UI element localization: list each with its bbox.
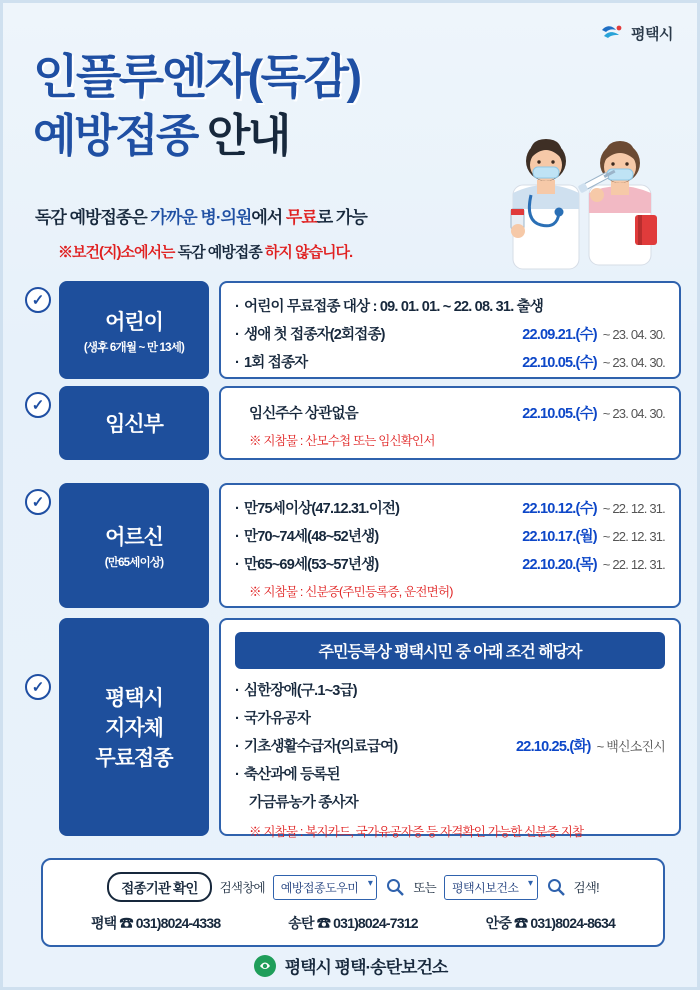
bullet: · — [235, 711, 240, 727]
category-children-label: 어린이 — [105, 310, 163, 334]
list-item — [235, 525, 665, 546]
subtitle-highlight: 가까운 병·의원 — [150, 208, 252, 227]
search-input-2[interactable]: 평택시보건소 ▾ — [444, 875, 538, 900]
search-suffix: 검색! — [573, 881, 599, 895]
item-until: ~ 22. 12. 31. — [602, 501, 665, 516]
search-row — [57, 872, 649, 902]
footer-box — [41, 858, 665, 947]
item-date: 22.09.21.(수) — [522, 327, 597, 343]
item-until: ~ 23. 04. 30. — [602, 355, 665, 370]
item-label: 만65~69세 — [244, 557, 308, 573]
category-city-line2: 지자체 — [105, 717, 163, 740]
item-until: ~ 22. 12. 31. — [602, 557, 665, 572]
health-center-logo-icon — [253, 954, 277, 978]
item-sublabel: (2회접종) — [329, 327, 385, 343]
org-name: 평택시 평택·송탄보건소 — [284, 958, 448, 977]
bullet: · — [235, 529, 240, 545]
warning-ast: ※보건(지)소에서는 — [58, 244, 178, 261]
note: ※ 지참물 : 복지카드, 국가유공자증 등 자격확인 가능한 신분증 지참 — [249, 825, 584, 839]
search-input-1[interactable]: 예방접종도우미 ▾ — [273, 875, 378, 900]
warning-rest: 하지 않습니다. — [261, 244, 353, 261]
section-seniors — [25, 483, 681, 608]
check-icon: ✓ — [25, 287, 51, 313]
city-banner: 주민등록상 평택시민 중 아래 조건 해당자 — [235, 632, 665, 669]
org-footer — [3, 953, 697, 978]
category-city — [59, 618, 209, 836]
bullet: · — [235, 327, 240, 343]
subtitle-free: 무료 — [285, 208, 317, 227]
subtitle-main — [35, 203, 367, 228]
item-label: 기초생활수급자 — [244, 739, 337, 755]
bullet: · — [235, 355, 240, 371]
panel-seniors — [219, 483, 681, 608]
page-title-line1: 인플루엔자(독감) — [33, 50, 360, 103]
bullet: · — [235, 299, 240, 315]
item-date: 22.10.12.(수) — [522, 501, 597, 517]
panel-children — [219, 281, 681, 379]
item-date: 22.10.05.(수) — [522, 406, 597, 422]
page-title-line2-dark: 안내 — [206, 109, 289, 161]
item-label: 가금류농가 종사자 — [249, 795, 358, 811]
subtitle-part1: 독감 예방접종은 — [35, 208, 151, 227]
or-label: 또는 — [413, 881, 436, 895]
category-city-line3: 무료접종 — [95, 747, 173, 770]
category-pregnant-label: 임신부 — [105, 413, 163, 436]
category-city-line1: 평택시 — [105, 687, 163, 710]
item-label: 만70~74세 — [244, 529, 308, 545]
check-icon: ✓ — [25, 392, 51, 418]
phone-songtan: 송탄 ☎ 031)8024-7312 — [288, 915, 418, 931]
item-sublabel: (구.1~3급) — [296, 683, 357, 699]
phone-pyeongtaek: 평택 ☎ 031)8024-4338 — [90, 915, 221, 931]
warning-strong: 독감 예방접종 — [177, 244, 262, 261]
category-pregnant — [59, 386, 209, 460]
subtitle-part2: 에서 — [251, 208, 286, 227]
list-item — [235, 707, 665, 728]
section-children — [25, 281, 681, 379]
panel-pregnant — [219, 386, 681, 460]
search-icon[interactable] — [385, 877, 405, 897]
note: ※ 지참물 : 신분증(주민등록증, 운전면허) — [249, 585, 453, 599]
page-title-line2-blue: 예방접종 — [33, 109, 197, 161]
section-pregnant — [25, 386, 681, 460]
list-item — [235, 402, 665, 423]
list-item — [235, 763, 665, 784]
note: ※ 지참물 : 산모수첩 또는 임신확인서 — [249, 434, 435, 448]
item-label: 만75세이상 — [244, 501, 312, 517]
phone-list — [57, 913, 649, 933]
list-item — [235, 497, 665, 518]
item-sublabel: (의료급여) — [336, 739, 398, 755]
item-until: ~ 백신소진시 — [596, 739, 665, 754]
item-label: 생애 첫 접종자 — [244, 327, 330, 343]
list-item — [235, 323, 665, 344]
item-sublabel: (48~52년생) — [307, 529, 379, 545]
item-sublabel: (53~57년생) — [307, 557, 379, 573]
check-institution-button[interactable]: 접종기관 확인 — [107, 872, 211, 902]
item-date: 22.10.25.(화) — [516, 739, 591, 755]
category-seniors-sublabel: (만65세이상) — [104, 557, 164, 569]
list-item — [235, 735, 665, 756]
phone-anjung: 안중 ☎ 031)8024-8634 — [485, 915, 616, 931]
category-seniors — [59, 483, 209, 608]
search-icon[interactable] — [546, 877, 566, 897]
search-label: 검색창에 — [219, 881, 265, 895]
category-seniors-label: 어르신 — [105, 526, 163, 549]
bullet: · — [235, 557, 240, 573]
item-label: 국가유공자 — [244, 711, 311, 727]
list-item — [235, 679, 665, 700]
item-until: ~ 23. 04. 30. — [602, 406, 665, 421]
list-item — [235, 553, 665, 574]
category-children-sublabel: (생후 6개월 ~ 만 13세) — [83, 341, 185, 354]
title-block — [33, 51, 360, 160]
item-date: 22.10.05.(수) — [522, 355, 597, 371]
item-until: ~ 22. 12. 31. — [602, 529, 665, 544]
category-children — [59, 281, 209, 379]
item-label: 축산과에 등록된 — [244, 767, 340, 783]
list-item — [235, 791, 665, 812]
subtitle-part3: 로 가능 — [316, 208, 367, 227]
bullet: · — [235, 739, 240, 755]
pyeongtaek-logo-icon — [600, 21, 624, 45]
bullet: · — [235, 501, 240, 517]
item-date: 22.10.20.(목) — [522, 557, 597, 573]
page-title-line2 — [33, 111, 360, 161]
item-until: ~ 23. 04. 30. — [602, 327, 665, 342]
item-label: 1회 접종자 — [244, 355, 308, 371]
brand — [600, 21, 673, 45]
bullet: · — [235, 683, 240, 699]
list-item — [235, 295, 665, 316]
list-item — [235, 351, 665, 372]
subtitle-warning — [58, 241, 352, 262]
doctors-illustration — [485, 123, 675, 273]
item-date: 22.10.17.(월) — [522, 529, 597, 545]
item-label: 임신주수 상관없음 — [249, 406, 358, 422]
item-label: 심한장애 — [244, 683, 297, 699]
bullet: · — [235, 767, 240, 783]
brand-name: 평택시 — [631, 25, 673, 43]
panel-city — [219, 618, 681, 839]
check-icon: ✓ — [25, 674, 51, 700]
item-label: 어린이 무료접종 대상 : 09. 01. 01. ~ 22. 08. 31. 출생 — [244, 299, 544, 315]
item-sublabel: (47.12.31.이전) — [311, 501, 400, 517]
section-city-free — [25, 618, 681, 839]
check-icon: ✓ — [25, 489, 51, 515]
